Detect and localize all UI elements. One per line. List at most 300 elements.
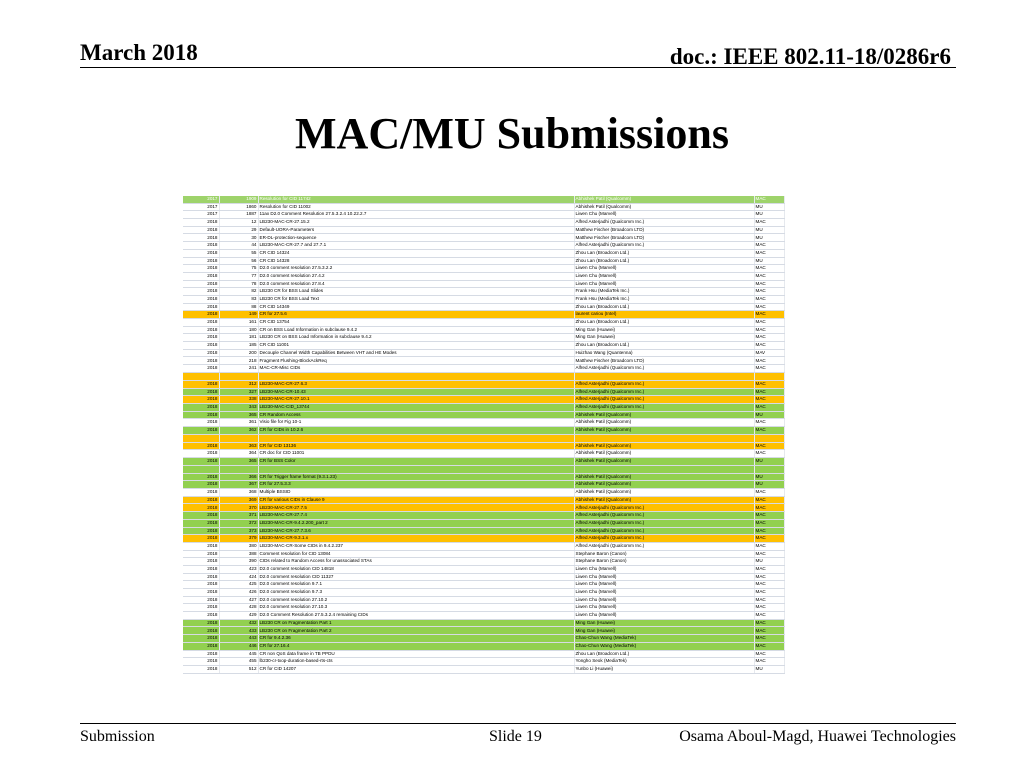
cell-group: MAC [754,419,784,427]
table-row [183,519,784,527]
table-row [183,604,784,612]
cell-year: 2017 [183,196,219,203]
cell-author: laurent cariou (Intel) [574,311,754,319]
table-row [183,473,784,481]
cell-title: Multiple BSSID [258,489,574,497]
cell-number: 455 [219,658,258,666]
cell-group: MAC [754,311,784,319]
cell-year: 2018 [183,342,219,350]
cell-group: MU [754,203,784,211]
cell-group: MAC [754,596,784,604]
cell-group: MAC [754,426,784,434]
cell-number: 1887 [219,211,258,219]
cell-year: 2018 [183,565,219,573]
cell-author: Ming Gan (Huawei) [574,326,754,334]
table-row [183,635,784,643]
table-row [183,496,784,504]
table-row [183,665,784,673]
table-row [183,342,784,350]
cell-number: 372 [219,519,258,527]
cell-author: Zhou Lan (Broadcom Ltd.) [574,342,754,350]
cell-year: 2018 [183,357,219,365]
table-row [183,627,784,635]
cell-group: MAC [754,450,784,458]
cell-group: MAC [754,565,784,573]
cell-group: MAC [754,242,784,250]
cell-year: 2018 [183,334,219,342]
slide-title: MAC/MU Submissions [295,109,729,158]
table-row [183,612,784,620]
cell-title: CR Random Access [258,411,574,419]
cell-number: 55 [219,249,258,257]
cell-number: 78 [219,280,258,288]
cell-author: Zhou Lan (Broadcom Ltd.) [574,257,754,265]
cell-number: 388 [219,550,258,558]
cell-title: D2.0 comment resolution CID 11327 [258,573,574,581]
table-row [183,357,784,365]
cell-group [754,372,784,380]
cell-year: 2018 [183,396,219,404]
cell-author: Alfred Asterjadhi (Qualcomm Inc.) [574,403,754,411]
table-row [183,380,784,388]
cell-number: 512 [219,665,258,673]
cell-group: MAC [754,512,784,520]
cell-number [219,434,258,442]
cell-title: Resolution for CID 11742 [258,196,574,203]
cell-group: MAC [754,249,784,257]
cell-group: MAC [754,612,784,620]
table-row [183,319,784,327]
cell-number: 373 [219,527,258,535]
cell-title: CR CID 14328 [258,257,574,265]
table-row [183,272,784,280]
cell-group: MAC [754,319,784,327]
cell-author: Abhishek Patil (Qualcomm) [574,473,754,481]
cell-group: MAC [754,658,784,666]
table-row [183,527,784,535]
cell-number: 365 [219,411,258,419]
cell-title: CR for Trigger frame format (9.3.1.23) [258,473,574,481]
cell-title: D2.0 comment resolution 9.7.3 [258,589,574,597]
cell-number: 433 [219,627,258,635]
cell-author: Alfred Asterjadhi (Qualcomm Inc.) [574,365,754,373]
cell-group [754,434,784,442]
table-row [183,211,784,219]
cell-year: 2018 [183,249,219,257]
cell-author: Zhou Lan (Broadcom Ltd.) [574,650,754,658]
cell-year: 2018 [183,226,219,234]
cell-group: MAC [754,527,784,535]
cell-title: LB230 CR for BSS Load Text [258,295,574,303]
cell-title: LB230 CR on Fragmentation Part 2 [258,627,574,635]
cell-year: 2018 [183,257,219,265]
cell-author [574,434,754,442]
table-row [183,512,784,520]
cell-group: MAC [754,627,784,635]
cell-number: 180 [219,326,258,334]
cell-group: MAC [754,550,784,558]
cell-year: 2018 [183,589,219,597]
cell-title: D2.0 comment resolution 9.7.1 [258,581,574,589]
cell-number: 338 [219,396,258,404]
cell-author: Liwen Chu (Marvell) [574,272,754,280]
table-row [183,396,784,404]
table-row [183,249,784,257]
cell-group: MU [754,411,784,419]
cell-group: MAC [754,396,784,404]
cell-number: 361 [219,419,258,427]
cell-title: D2.0 comment resolution 27.5.3.2.2 [258,265,574,273]
cell-year: 2018 [183,542,219,550]
cell-number: 181 [219,334,258,342]
cell-year: 2018 [183,665,219,673]
cell-title: CR for CIDs in 10.2.6 [258,426,574,434]
header-doc-id: doc.: IEEE 802.11-18/0286r6 [669,44,951,69]
cell-year: 2018 [183,380,219,388]
cell-title: LB230-MAC-CR-27.15.2 [258,219,574,227]
cell-author: Liwen Chu (Marvell) [574,280,754,288]
cell-author: Liwen Chu (Marvell) [574,604,754,612]
cell-author: Liwen Chu (Marvell) [574,596,754,604]
cell-number: 1909 [219,196,258,203]
cell-number: 424 [219,573,258,581]
cell-author: Liwen Chu (Marvell) [574,581,754,589]
cell-year: 2018 [183,311,219,319]
cell-title: D2.0 comment resolution 27.8.4 [258,280,574,288]
cell-year: 2018 [183,272,219,280]
cell-group: MAC [754,365,784,373]
cell-title: Default-UORA-Parameters [258,226,574,234]
table-row [183,558,784,566]
cell-group: MAC [754,295,784,303]
cell-year: 2018 [183,573,219,581]
table-row [183,411,784,419]
cell-title: LB230 CR on Fragmentation Part 1 [258,619,574,627]
cell-group: MAC [754,650,784,658]
table-row [183,234,784,242]
cell-author: Matthew Fischer (Broadcom LTD) [574,357,754,365]
cell-author: Zhou Lan (Broadcom Ltd.) [574,249,754,257]
cell-author: Liwen Chu (Marvell) [574,573,754,581]
cell-year: 2018 [183,303,219,311]
cell-group: MAC [754,388,784,396]
cell-author: Ming Gan (Huawei) [574,627,754,635]
cell-group: MAC [754,357,784,365]
cell-group: MAC [754,619,784,627]
cell-group: MU [754,558,784,566]
cell-group: MU [754,257,784,265]
table-row [183,642,784,650]
cell-author: Abhishek Patil (Qualcomm) [574,203,754,211]
cell-number: 44 [219,242,258,250]
cell-number: 366 [219,473,258,481]
cell-group: MAC [754,196,784,203]
cell-number: 327 [219,388,258,396]
cell-year: 2018 [183,403,219,411]
cell-title: LB230-MAC-CR-27.7 and 27.7.1 [258,242,574,250]
cell-year: 2018 [183,295,219,303]
cell-title: lb230-cr-txop-duration-based-rts-cts [258,658,574,666]
cell-title: LB230-MAC-CR-Some CIDs in 9.4.2.237 [258,542,574,550]
cell-group: MAC [754,334,784,342]
table-row [183,619,784,627]
cell-year: 2018 [183,288,219,296]
cell-author: Alfred Asterjadhi (Qualcomm Inc.) [574,527,754,535]
table-row [183,581,784,589]
cell-title [258,434,574,442]
cell-group: MU [754,234,784,242]
cell-author: Stephane Baron (Canon) [574,558,754,566]
table-row [183,589,784,597]
cell-title [258,465,574,473]
cell-author: Matthew Fischer (Broadcom LTD) [574,234,754,242]
cell-title: CR for 27.5.3.3 [258,481,574,489]
cell-year: 2018 [183,519,219,527]
cell-author: Abhishek Patil (Qualcomm) [574,426,754,434]
cell-year: 2018 [183,619,219,627]
cell-title: CR doc for CID 11001 [258,450,574,458]
table-row [183,434,784,442]
cell-title: CR non QoS data frame in TB PPDU [258,650,574,658]
cell-year: 2018 [183,512,219,520]
cell-title: LB230-MAC-CR-27.7.5 [258,504,574,512]
footer-slide-number: Slide 19 [489,728,542,745]
cell-number: 445 [219,650,258,658]
cell-author: Alfred Asterjadhi (Qualcomm Inc.) [574,219,754,227]
table-row [183,535,784,543]
cell-number: 432 [219,619,258,627]
cell-author: Stephane Baron (Canon) [574,550,754,558]
table-row [183,542,784,550]
cell-number: 426 [219,589,258,597]
cell-number: 423 [219,565,258,573]
cell-year: 2018 [183,627,219,635]
cell-title: CR for various CIDs in Clause 9 [258,496,574,504]
table-header-row [183,196,784,203]
cell-number: 425 [219,581,258,589]
cell-group: MAC [754,573,784,581]
cell-year: 2018 [183,581,219,589]
cell-group: MAC [754,581,784,589]
cell-year: 2018 [183,650,219,658]
cell-year: 2018 [183,550,219,558]
cell-group: MAC [754,326,784,334]
cell-number: 82 [219,288,258,296]
table-row [183,426,784,434]
cell-title: MAC-CR-Misc CIDs [258,365,574,373]
cell-title: D2.0 Comment Resolution 27.5.3.2.4 remaining CIDs [258,612,574,620]
cell-group: MAC [754,219,784,227]
cell-author: Ming Gan (Huawei) [574,334,754,342]
cell-title: LB230-MAC-CID_13744 [258,403,574,411]
table-row [183,311,784,319]
cell-author: Alfred Asterjadhi (Qualcomm Inc.) [574,535,754,543]
footer-divider [80,723,956,724]
cell-year: 2018 [183,558,219,566]
cell-group: MAC [754,342,784,350]
cell-group: MAC [754,280,784,288]
cell-year: 2018 [183,280,219,288]
cell-year: 2018 [183,489,219,497]
cell-year: 2018 [183,442,219,450]
cell-title: CR CID 14324 [258,249,574,257]
cell-year: 2018 [183,527,219,535]
cell-title: Decouple Channel Width Capabilities Between VHT and HE Modes [258,349,574,357]
cell-year: 2018 [183,242,219,250]
cell-author: Chao-Chun Wang (MediaTek) [574,642,754,650]
table-row [183,403,784,411]
cell-group: MAC [754,504,784,512]
cell-author: Huizhao Wang (Quantenna) [574,349,754,357]
cell-group: MAC [754,272,784,280]
cell-title: D2.0 comment resolution 27.10.2 [258,596,574,604]
cell-author: Ming Gan (Huawei) [574,619,754,627]
cell-author: Liwen Chu (Marvell) [574,612,754,620]
cell-number: 185 [219,342,258,350]
cell-author: Liwen Chu (Marvell) [574,265,754,273]
cell-author: Alfred Asterjadhi (Qualcomm Inc.) [574,512,754,520]
cell-title: CR for 9.4.2.36 [258,635,574,643]
cell-year: 2018 [183,450,219,458]
table-row [183,288,784,296]
cell-year: 2018 [183,326,219,334]
cell-author: Alfred Asterjadhi (Qualcomm Inc.) [574,542,754,550]
cell-title: CR for CID 13136 [258,442,574,450]
cell-number: 149 [219,311,258,319]
cell-title: LB230-MAC-CR-27.6.3 [258,380,574,388]
cell-title: CR CID 11001 [258,342,574,350]
cell-group: MAC [754,642,784,650]
cell-number: 1860 [219,203,258,211]
cell-year: 2018 [183,265,219,273]
cell-number: 379 [219,535,258,543]
footer-author: Osama Aboul-Magd, Huawei Technologies [679,728,956,745]
cell-author [574,372,754,380]
cell-number: 364 [219,450,258,458]
cell-title: CR for CID 14207 [258,665,574,673]
cell-group: MAC [754,496,784,504]
cell-number: 380 [219,542,258,550]
cell-title: CR CID 14349 [258,303,574,311]
cell-number: 427 [219,596,258,604]
cell-group: MAC [754,535,784,543]
cell-number: 12 [219,219,258,227]
table-row [183,450,784,458]
cell-year: 2018 [183,604,219,612]
cell-title: Comment resolution for CID 13084 [258,550,574,558]
cell-group: MAC [754,635,784,643]
cell-title: CR for 27.16.4 [258,642,574,650]
cell-number: 241 [219,365,258,373]
table-row [183,489,784,497]
table-row [183,226,784,234]
table-row [183,257,784,265]
footer-submission: Submission [80,728,155,745]
cell-group: MAC [754,519,784,527]
cell-title: CR CID 13754 [258,319,574,327]
table-row [183,219,784,227]
cell-title: 11ax D2.0 Comment Resolution 27.5.3.2.4 10.22.2.7 [258,211,574,219]
cell-year: 2017 [183,211,219,219]
cell-year: 2018 [183,458,219,466]
cell-number: 29 [219,226,258,234]
cell-group: MAC [754,265,784,273]
table-row [183,365,784,373]
cell-year: 2018 [183,365,219,373]
cell-author: Yongho Seok (MediaTek) [574,658,754,666]
cell-number: 343 [219,403,258,411]
cell-year: 2018 [183,635,219,643]
cell-group: MU [754,481,784,489]
table-row [183,550,784,558]
table-row [183,658,784,666]
cell-author: Alfred Asterjadhi (Qualcomm Inc.) [574,396,754,404]
cell-number: 369 [219,496,258,504]
cell-title: LB230 CR for BSS Load Slides [258,288,574,296]
cell-number: 200 [219,349,258,357]
cell-year: 2018 [183,411,219,419]
cell-author: Abhishek Patil (Qualcomm) [574,419,754,427]
cell-number: 367 [219,481,258,489]
cell-title: LB230-MAC-CR-10.43 [258,388,574,396]
cell-year: 2018 [183,234,219,242]
table-row [183,326,784,334]
cell-year: 2018 [183,426,219,434]
cell-group: MAC [754,288,784,296]
cell-year: 2018 [183,349,219,357]
cell-year: 2017 [183,203,219,211]
cell-title: D2.0 comment resolution 27.10.3 [258,604,574,612]
cell-number: 362 [219,426,258,434]
table-row [183,565,784,573]
cell-group: MAC [754,380,784,388]
table-row [183,349,784,357]
cell-number: 429 [219,612,258,620]
cell-group: MAC [754,604,784,612]
cell-author: Frank Hsu (MediaTek Inc.) [574,288,754,296]
cell-number: 390 [219,558,258,566]
cell-title: CR on BSS Load Information in subclause 9.4.2 [258,326,574,334]
cell-author: Alfred Asterjadhi (Qualcomm Inc.) [574,504,754,512]
cell-number: 312 [219,380,258,388]
cell-group: MAC [754,442,784,450]
cell-year: 2018 [183,535,219,543]
cell-author: Alfred Asterjadhi (Qualcomm Inc.) [574,242,754,250]
cell-year: 2018 [183,658,219,666]
cell-number: 56 [219,257,258,265]
table-row [183,303,784,311]
cell-author: Liwen Chu (Marvell) [574,565,754,573]
table-row [183,596,784,604]
table-row [183,372,784,380]
header-date: March 2018 [80,40,198,65]
cell-number: 446 [219,642,258,650]
cell-group: MU [754,211,784,219]
cell-year: 2018 [183,504,219,512]
table-row [183,504,784,512]
cell-year: 2018 [183,642,219,650]
table-row [183,442,784,450]
cell-author: Zhou Lan (Broadcom Ltd.) [574,319,754,327]
table-row [183,573,784,581]
cell-number: 77 [219,272,258,280]
cell-group: MU [754,226,784,234]
cell-title: LB230-MAC-CR-27.10.1 [258,396,574,404]
cell-author: Abhishek Patil (Qualcomm) [574,196,754,203]
cell-author: Liwen Chu (Marvell) [574,589,754,597]
table-row [183,295,784,303]
cell-number: 443 [219,635,258,643]
